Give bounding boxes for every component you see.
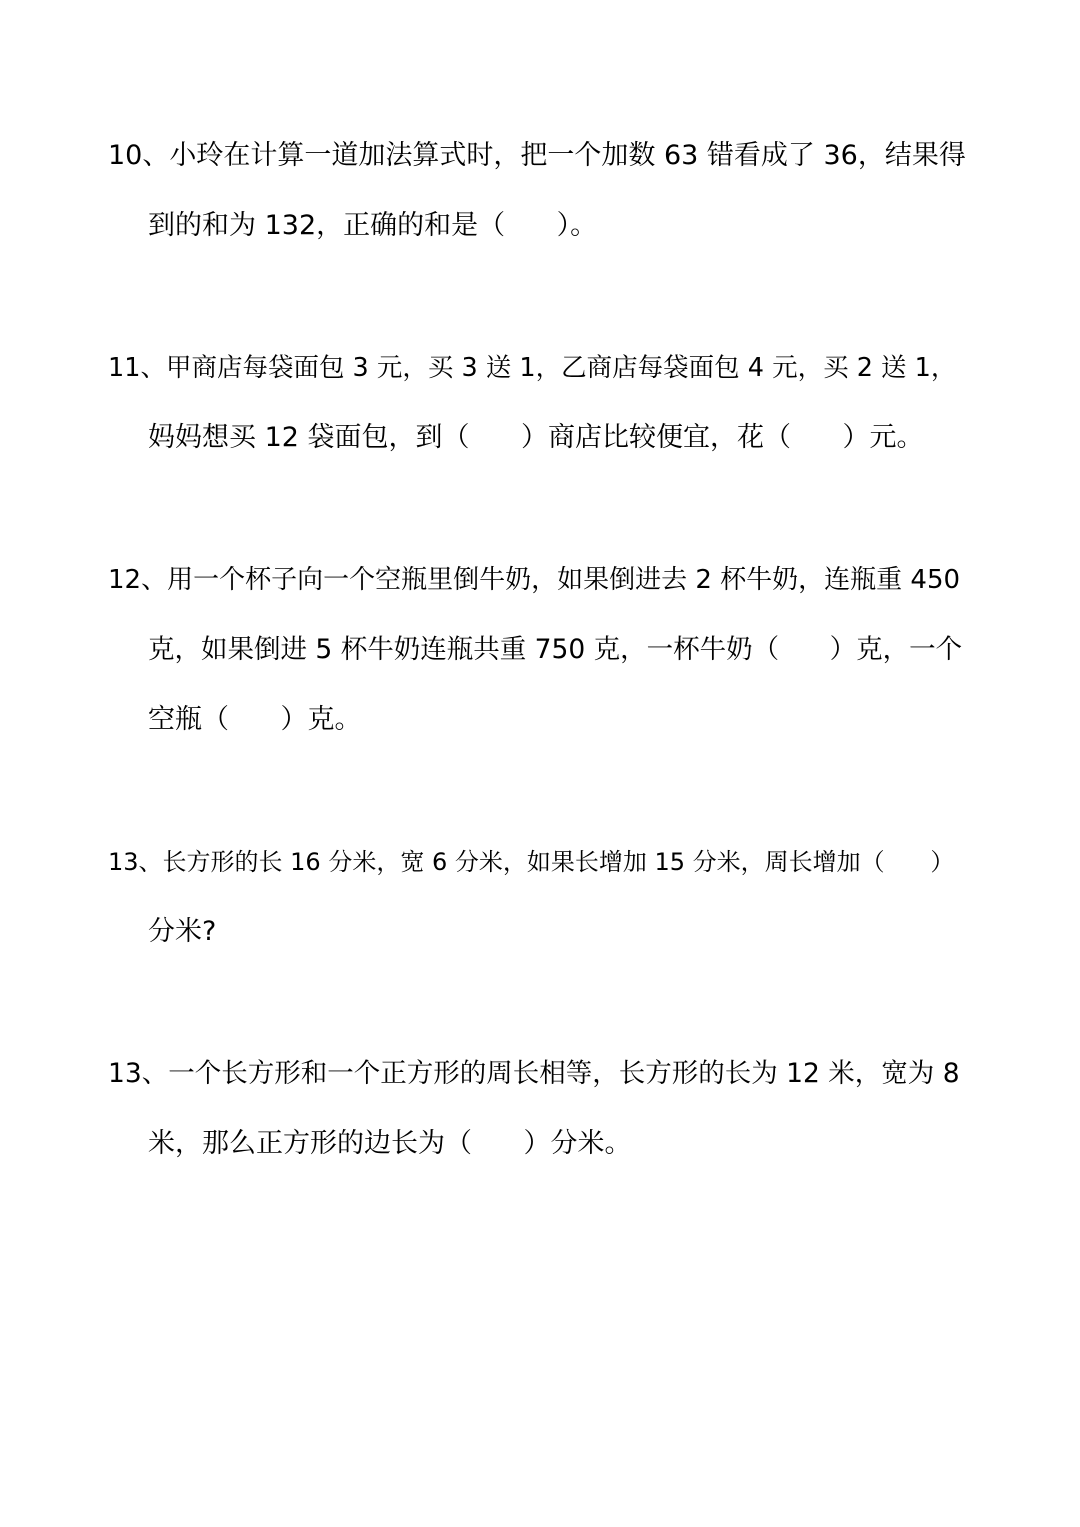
question-line: 分米? (148, 916, 217, 947)
question-line: 米，那么正方形的边长为（ ）分米。 (148, 1128, 632, 1159)
question-line: 13、一个长方形和一个正方形的周长相等，长方形的长为 12 米，宽为 8 (108, 1058, 960, 1089)
question-line: 10、小玲在计算一道加法算式时，把一个加数 63 错看成了 36，结果得 (108, 140, 966, 171)
question-line: 空瓶（ ）克。 (148, 704, 362, 735)
question-line: 13、长方形的长 16 分米，宽 6 分米，如果长增加 15 分米，周长增加（ ） (108, 848, 955, 876)
question-line: 12、用一个杯子向一个空瓶里倒牛奶，如果倒进去 2 杯牛奶，连瓶重 450 (108, 565, 961, 595)
question-line: 妈妈想买 12 袋面包，到（ ）商店比较便宜，花（ ）元。 (148, 422, 924, 453)
question-line: 克，如果倒进 5 杯牛奶连瓶共重 750 克，一杯牛奶（ ）克，一个 (148, 634, 963, 665)
question-line: 到的和为 132，正确的和是（ ）。 (148, 210, 598, 241)
question-line: 11、甲商店每袋面包 3 元，买 3 送 1，乙商店每袋面包 4 元，买 2 送 1， (108, 353, 957, 383)
